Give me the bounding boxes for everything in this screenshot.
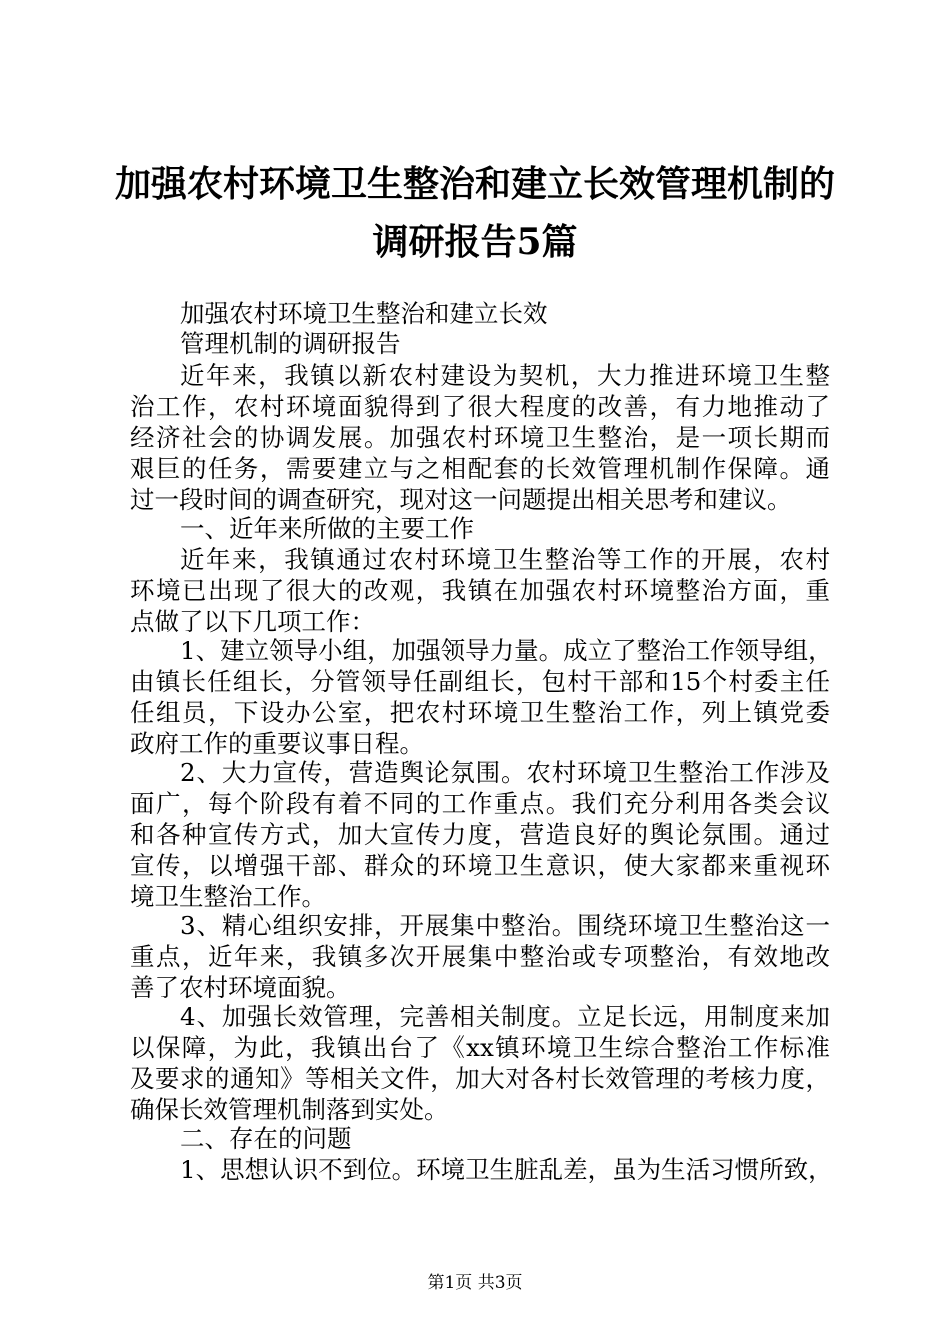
page-footer: 第1页 共3页 <box>427 1273 523 1293</box>
document-title-line-2: 调研报告5篇 <box>372 221 578 263</box>
paragraph-work-line: 点做了以下几项工作： <box>130 607 375 636</box>
paragraph-item-2-line: 2、大力宣传，营造舆论氛围。农村环境卫生整治工作涉及 <box>180 758 830 787</box>
section-heading-1: 一、近年来所做的主要工作 <box>180 514 474 543</box>
paragraph-item-1-line: 1、建立领导小组，加强领导力量。成立了整治工作领导组， <box>180 636 833 665</box>
paragraph-item-4-line: 确保长效管理机制落到实处。 <box>130 1095 449 1124</box>
paragraph-item-1-line: 任组员，下设办公室，把农村环境卫生整治工作，列上镇党委 <box>130 698 830 727</box>
document-title-line-1: 加强农村环境卫生整治和建立长效管理机制的 <box>114 163 835 205</box>
subtitle-line-2: 管理机制的调研报告 <box>180 329 401 358</box>
paragraph-intro-line: 治工作，农村环境面貌得到了很大程度的改善，有力地推动了 <box>130 392 830 421</box>
paragraph-item-4-line: 以保障，为此，我镇出台了《xx镇环境卫生综合整治工作标准 <box>130 1033 830 1062</box>
paragraph-item-3-line: 善了农村环境面貌。 <box>130 973 351 1002</box>
subtitle-line-1: 加强农村环境卫生整治和建立长效 <box>180 299 548 328</box>
paragraph-item-4-line: 及要求的通知》等相关文件，加大对各村长效管理的考核力度， <box>130 1064 830 1093</box>
paragraph-problem-line: 1、思想认识不到位。环境卫生脏乱差，虽为生活习惯所致， <box>180 1155 833 1184</box>
paragraph-intro-line: 经济社会的协调发展。加强农村环境卫生整治，是一项长期而 <box>130 423 830 452</box>
paragraph-item-3-line: 重点，近年来，我镇多次开展集中整治或专项整治，有效地改 <box>130 942 830 971</box>
paragraph-item-2-line: 宣传，以增强干部、群众的环境卫生意识，使大家都来重视环 <box>130 851 830 880</box>
paragraph-work-line: 近年来，我镇通过农村环境卫生整治等工作的开展，农村 <box>180 545 830 574</box>
paragraph-intro-line: 艰巨的任务，需要建立与之相配套的长效管理机制作保障。通 <box>130 454 830 483</box>
paragraph-intro-line: 近年来，我镇以新农村建设为契机，大力推进环境卫生整 <box>180 361 830 390</box>
paragraph-work-line: 环境已出现了很大的改观，我镇在加强农村环境整治方面，重 <box>130 576 830 605</box>
paragraph-item-3-line: 3、精心组织安排，开展集中整治。围绕环境卫生整治这一 <box>180 911 830 940</box>
paragraph-intro-line: 过一段时间的调查研究，现对这一问题提出相关思考和建议。 <box>130 485 792 514</box>
paragraph-item-2-line: 面广，每个阶段有着不同的工作重点。我们充分利用各类会议 <box>130 789 830 818</box>
paragraph-item-1-line: 由镇长任组长，分管领导任副组长，包村干部和15个村委主任 <box>130 667 830 696</box>
paragraph-item-4-line: 4、加强长效管理，完善相关制度。立足长远，用制度来加 <box>180 1002 830 1031</box>
paragraph-item-1-line: 政府工作的重要议事日程。 <box>130 729 424 758</box>
section-heading-2: 二、存在的问题 <box>180 1124 352 1153</box>
paragraph-item-2-line: 和各种宣传方式，加大宣传力度，营造良好的舆论氛围。通过 <box>130 820 830 849</box>
paragraph-item-2-line: 境卫生整治工作。 <box>130 882 326 911</box>
